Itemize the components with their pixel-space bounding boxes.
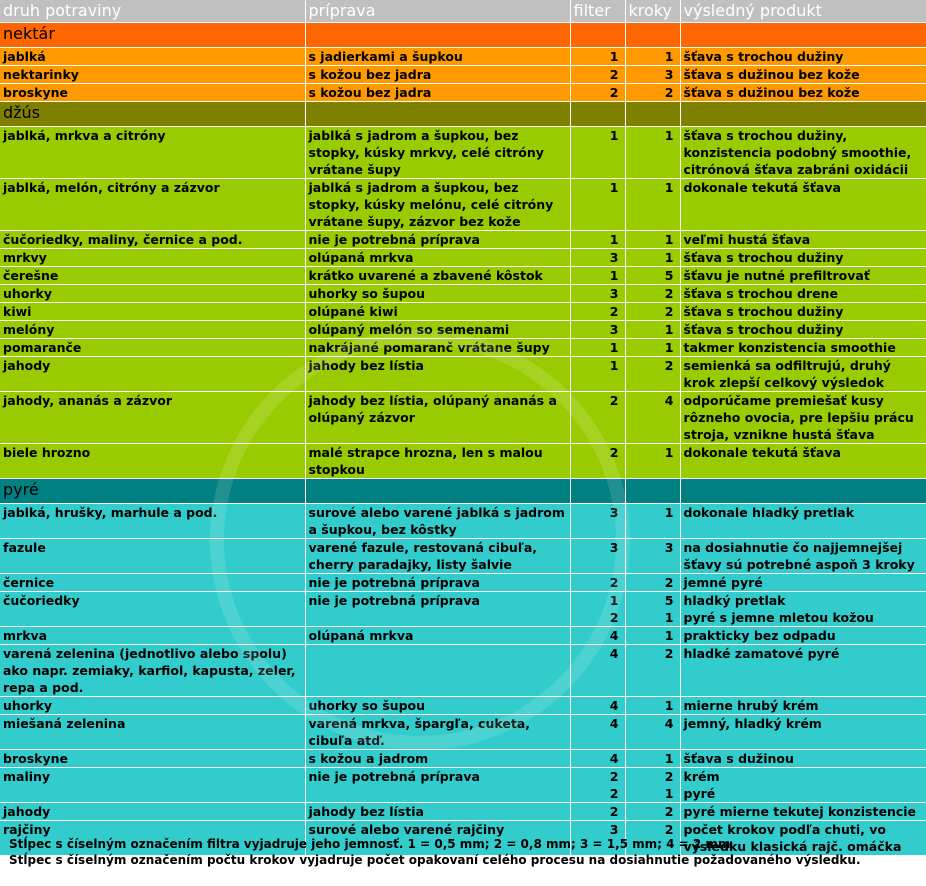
table-row xyxy=(0,231,926,249)
prep-cell: s kožou a jadrom xyxy=(305,750,570,768)
table-row xyxy=(0,357,926,392)
table-row xyxy=(0,803,926,821)
result-cell: šťava s dužinou bez kože xyxy=(680,66,926,84)
header-steps: kroky xyxy=(625,0,680,23)
table-row xyxy=(0,574,926,592)
steps-cell: 2 xyxy=(625,303,680,321)
food-cell: rajčiny xyxy=(0,821,305,856)
steps-cell: 1 xyxy=(625,48,680,66)
food-cell: čučoriedky xyxy=(0,592,305,627)
filter-cell: 1 xyxy=(570,339,625,357)
food-cell: broskyne xyxy=(0,84,305,102)
result-cell: takmer konzistencia smoothie xyxy=(680,339,926,357)
prep-cell: olúpané kiwi xyxy=(305,303,570,321)
filter-cell: 2 2 xyxy=(570,768,625,803)
filter-cell: 3 xyxy=(570,821,625,856)
steps-cell: 2 1 xyxy=(625,768,680,803)
table-row xyxy=(0,715,926,750)
section-title: nektár xyxy=(0,23,305,48)
result-cell: odporúčame premiešať kusy rôzneho ovocia, pre lepšiu prácu stroja, vznikne hustá šťava xyxy=(680,392,926,444)
section-row-pyre xyxy=(0,479,926,504)
result-cell: jemný, hladký krém xyxy=(680,715,926,750)
steps-cell: 1 xyxy=(625,339,680,357)
filter-cell: 2 xyxy=(570,392,625,444)
section-empty-cell xyxy=(305,479,570,504)
steps-cell: 4 xyxy=(625,392,680,444)
steps-cell: 4 xyxy=(625,715,680,750)
steps-cell: 1 xyxy=(625,504,680,539)
steps-cell: 1 xyxy=(625,231,680,249)
prep-cell: malé strapce hrozna, len s malou stopkou xyxy=(305,444,570,479)
filter-cell: 3 xyxy=(570,285,625,303)
filter-cell: 1 xyxy=(570,127,625,179)
table-row xyxy=(0,66,926,84)
filter-cell: 1 xyxy=(570,357,625,392)
steps-cell: 1 xyxy=(625,127,680,179)
filter-cell: 1 xyxy=(570,231,625,249)
result-cell: počet krokov podľa chuti, vo výsledku klasická rajč. omáčka xyxy=(680,821,926,856)
table-row xyxy=(0,285,926,303)
steps-cell: 1 xyxy=(625,627,680,645)
food-cell: jablká, mrkva a citróny xyxy=(0,127,305,179)
prep-cell: jablká s jadrom a šupkou, bez stopky, kúsky melónu, celé citróny vrátane šupy, zázvor bez kože xyxy=(305,179,570,231)
result-cell: šťava s trochou dužiny xyxy=(680,303,926,321)
prep-cell: nie je potrebná príprava xyxy=(305,574,570,592)
prep-cell xyxy=(305,645,570,697)
filter-cell: 4 xyxy=(570,715,625,750)
filter-cell: 1 xyxy=(570,179,625,231)
prep-cell: olúpaný melón so semenami xyxy=(305,321,570,339)
steps-cell: 2 xyxy=(625,285,680,303)
filter-cell: 2 xyxy=(570,803,625,821)
footnote-steps: Stĺpec s číselným označením počtu krokov vyjadruje počet opakovaní celého procesu na dosiahnutie požadovaného výsledku. xyxy=(9,853,861,867)
table-row xyxy=(0,627,926,645)
filter-cell: 2 xyxy=(570,66,625,84)
table-body xyxy=(0,23,926,856)
food-cell: maliny xyxy=(0,768,305,803)
steps-cell: 3 xyxy=(625,66,680,84)
prep-cell: olúpaná mrkva xyxy=(305,249,570,267)
prep-cell: varené fazule, restovaná cibuľa, cherry paradajky, listy šalvie xyxy=(305,539,570,574)
result-cell: dokonale tekutá šťava xyxy=(680,444,926,479)
table-row xyxy=(0,444,926,479)
food-cell: broskyne xyxy=(0,750,305,768)
table-row xyxy=(0,504,926,539)
result-cell: šťava s trochou dužiny xyxy=(680,249,926,267)
table-row xyxy=(0,645,926,697)
prep-cell: s jadierkami a šupkou xyxy=(305,48,570,66)
food-cell: varená zelenina (jednotlivo alebo spolu) ako napr. zemiaky, karfiol, kapusta, zeler, repa a pod. xyxy=(0,645,305,697)
prep-cell: s kožou bez jadra xyxy=(305,84,570,102)
food-cell: mrkva xyxy=(0,627,305,645)
food-cell: fazule xyxy=(0,539,305,574)
filter-cell: 4 xyxy=(570,750,625,768)
food-cell: kiwi xyxy=(0,303,305,321)
section-empty-cell xyxy=(625,102,680,127)
section-empty-cell xyxy=(625,479,680,504)
result-cell: šťavu je nutné prefiltrovať xyxy=(680,267,926,285)
result-cell: hladký pretlak pyré s jemne mletou kožou xyxy=(680,592,926,627)
section-empty-cell xyxy=(680,479,926,504)
section-empty-cell xyxy=(305,102,570,127)
filter-cell: 4 xyxy=(570,697,625,715)
section-empty-cell xyxy=(570,102,625,127)
steps-cell: 1 xyxy=(625,321,680,339)
section-empty-cell xyxy=(570,479,625,504)
result-cell: prakticky bez odpadu xyxy=(680,627,926,645)
result-cell: semienká sa odfiltrujú, druhý krok zlepší celkový výsledok xyxy=(680,357,926,392)
section-empty-cell xyxy=(570,23,625,48)
prep-cell: nie je potrebná príprava xyxy=(305,231,570,249)
prep-cell: nie je potrebná príprava xyxy=(305,768,570,803)
prep-cell: s kožou bez jadra xyxy=(305,66,570,84)
result-cell: šťava s dužinou bez kože xyxy=(680,84,926,102)
table-row xyxy=(0,768,926,803)
food-cell: jablká, hrušky, marhule a pod. xyxy=(0,504,305,539)
header-filter: filter xyxy=(570,0,625,23)
section-empty-cell xyxy=(680,102,926,127)
steps-cell: 1 xyxy=(625,249,680,267)
food-cell: biele hrozno xyxy=(0,444,305,479)
steps-cell: 2 xyxy=(625,803,680,821)
table-row xyxy=(0,697,926,715)
footnote-filter: Stĺpec s číselným označením filtra vyjadruje jeho jemnosť. 1 = 0,5 mm; 2 = 0,8 mm; 3 = 1,5 mm; 4 = 2 mm xyxy=(9,837,731,851)
table-header-row xyxy=(0,0,926,23)
result-cell: krém pyré xyxy=(680,768,926,803)
table-row xyxy=(0,392,926,444)
prep-cell: surové alebo varené jablká s jadrom a šupkou, bez kôstky xyxy=(305,504,570,539)
prep-cell: varená mrkva, špargľa, cuketa, cibuľa atď. xyxy=(305,715,570,750)
table-row xyxy=(0,84,926,102)
prep-cell: uhorky so šupou xyxy=(305,285,570,303)
table-row xyxy=(0,48,926,66)
table-row xyxy=(0,267,926,285)
steps-cell: 1 xyxy=(625,179,680,231)
prep-cell: olúpaná mrkva xyxy=(305,627,570,645)
filter-cell: 2 xyxy=(570,574,625,592)
result-cell: šťava s trochou drene xyxy=(680,285,926,303)
section-title: pyré xyxy=(0,479,305,504)
prep-cell: jahody bez lístia xyxy=(305,803,570,821)
filter-cell: 2 xyxy=(570,444,625,479)
food-cell: uhorky xyxy=(0,697,305,715)
result-cell: dokonale hladký pretlak xyxy=(680,504,926,539)
food-cell: čerešne xyxy=(0,267,305,285)
result-cell: šťava s trochou dužiny xyxy=(680,48,926,66)
filter-cell: 1 xyxy=(570,267,625,285)
food-cell: jablká, melón, citróny a zázvor xyxy=(0,179,305,231)
result-cell: pyré mierne tekutej konzistencie xyxy=(680,803,926,821)
filter-cell: 3 xyxy=(570,504,625,539)
steps-cell: 2 xyxy=(625,574,680,592)
food-cell: jahody xyxy=(0,803,305,821)
food-cell: jahody, ananás a zázvor xyxy=(0,392,305,444)
steps-cell: 1 xyxy=(625,697,680,715)
food-cell: čučoriedky, maliny, černice a pod. xyxy=(0,231,305,249)
filter-cell: 3 xyxy=(570,539,625,574)
steps-cell: 5 1 xyxy=(625,592,680,627)
section-title: džús xyxy=(0,102,305,127)
filter-cell: 3 xyxy=(570,249,625,267)
header-result: výsledný produkt xyxy=(680,0,926,23)
filter-cell: 4 xyxy=(570,645,625,697)
section-row-dzus xyxy=(0,102,926,127)
header-food: druh potraviny xyxy=(0,0,305,23)
result-cell: na dosiahnutie čo najjemnejšej šťavy sú potrebné aspoň 3 kroky xyxy=(680,539,926,574)
steps-cell: 2 xyxy=(625,821,680,856)
table-row xyxy=(0,539,926,574)
steps-cell: 2 xyxy=(625,645,680,697)
filter-cell: 4 xyxy=(570,627,625,645)
section-empty-cell xyxy=(680,23,926,48)
table-row xyxy=(0,303,926,321)
header-prep: príprava xyxy=(305,0,570,23)
table-row xyxy=(0,750,926,768)
result-cell: veľmi hustá šťava xyxy=(680,231,926,249)
result-cell: mierne hrubý krém xyxy=(680,697,926,715)
filter-cell: 3 xyxy=(570,321,625,339)
food-cell: mrkvy xyxy=(0,249,305,267)
prep-cell: jahody bez lístia, olúpaný ananás a olúpaný zázvor xyxy=(305,392,570,444)
steps-cell: 5 xyxy=(625,267,680,285)
result-cell: šťava s trochou dužiny xyxy=(680,321,926,339)
steps-cell: 1 xyxy=(625,444,680,479)
result-cell: jemné pyré xyxy=(680,574,926,592)
prep-cell: krátko uvarené a zbavené kôstok xyxy=(305,267,570,285)
food-cell: nektarinky xyxy=(0,66,305,84)
food-cell: černice xyxy=(0,574,305,592)
filter-cell: 2 xyxy=(570,84,625,102)
section-empty-cell xyxy=(305,23,570,48)
food-cell: uhorky xyxy=(0,285,305,303)
table-row xyxy=(0,179,926,231)
result-cell: dokonale tekutá šťava xyxy=(680,179,926,231)
section-row-nektar xyxy=(0,23,926,48)
table-row xyxy=(0,127,926,179)
result-cell: hladké zamatové pyré xyxy=(680,645,926,697)
food-cell: jablká xyxy=(0,48,305,66)
steps-cell: 3 xyxy=(625,539,680,574)
steps-cell: 1 xyxy=(625,750,680,768)
table-row xyxy=(0,592,926,627)
filter-cell: 2 xyxy=(570,303,625,321)
food-cell: melóny xyxy=(0,321,305,339)
prep-cell: nakrájané pomaranč vrátane šupy xyxy=(305,339,570,357)
section-empty-cell xyxy=(625,23,680,48)
table-row xyxy=(0,321,926,339)
steps-cell: 2 xyxy=(625,84,680,102)
filter-cell: 1 xyxy=(570,48,625,66)
food-cell: miešaná zelenina xyxy=(0,715,305,750)
result-cell: šťava s dužinou xyxy=(680,750,926,768)
prep-cell: jahody bez lístia xyxy=(305,357,570,392)
prep-cell: surové alebo varené rajčiny xyxy=(305,821,570,856)
result-cell: šťava s trochou dužiny, konzistencia podobný smoothie, citrónová šťava zabráni oxidácii xyxy=(680,127,926,179)
table-row xyxy=(0,339,926,357)
prep-cell: nie je potrebná príprava xyxy=(305,592,570,627)
prep-cell: uhorky so šupou xyxy=(305,697,570,715)
food-cell: pomaranče xyxy=(0,339,305,357)
food-cell: jahody xyxy=(0,357,305,392)
table-row xyxy=(0,249,926,267)
steps-cell: 2 xyxy=(625,357,680,392)
filter-cell: 1 2 xyxy=(570,592,625,627)
prep-cell: jablká s jadrom a šupkou, bez stopky, kúsky mrkvy, celé citróny vrátane šupy xyxy=(305,127,570,179)
